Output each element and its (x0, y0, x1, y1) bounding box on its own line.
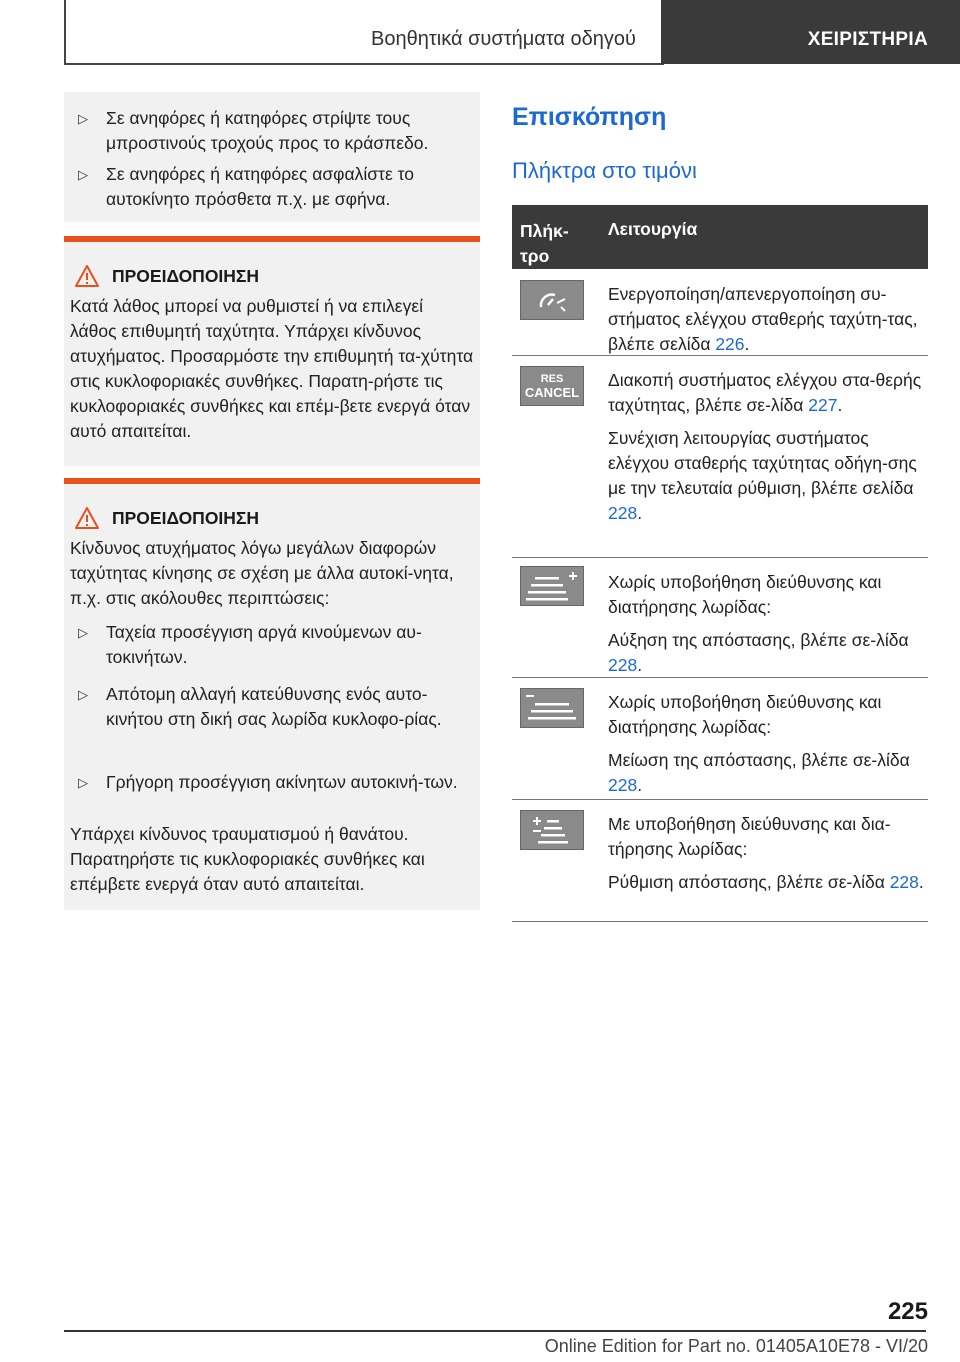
description-paragraph: Συνέχιση λειτουργίας συστήματος ελέγχου σταθερής ταχύτητας οδήγη-σης με την τελευταία ρύθμιση, βλέπε σελίδα 228. (608, 428, 917, 523)
warning-intro: Κίνδυνος ατυχήματος λόγω μεγάλων διαφορών ταχύτητας κίνησης σε σχέση με άλλα αυτοκί-νητα, π.χ. στις ακόλουθες περιπτώσεις: (70, 538, 454, 608)
description-paragraph: Διακοπή συστήματος ελέγχου στα-θερής ταχύτητας, βλέπε σε-λίδα 227. (608, 370, 922, 415)
distance-decrease-icon (520, 688, 584, 728)
table-header (512, 205, 928, 269)
row-description (608, 690, 928, 806)
row-description (608, 812, 928, 903)
page-link[interactable]: 227 (808, 395, 838, 415)
lane-assist-distance-icon (520, 810, 584, 850)
bullet-triangle-icon: ▷ (78, 111, 88, 126)
page-link[interactable]: 228 (608, 503, 638, 523)
table-row (512, 800, 928, 922)
description-paragraph: Με υποβοήθηση διεύθυνσης και δια-τήρησης λωρίδας: (608, 814, 891, 859)
header-divider-bottom (64, 63, 664, 65)
distance-increase-icon (520, 566, 584, 606)
bullet-triangle-icon: ▷ (78, 167, 88, 182)
chapter-title: ΧΕΙΡΙΣΤΗΡΙΑ (807, 29, 928, 50)
page-title: Επισκόπηση (512, 103, 667, 131)
column-header-function: Λειτουργία (608, 219, 698, 239)
description-paragraph: Χωρίς υποβοήθηση διεύθυνσης και διατήρησης λωρίδας: (608, 692, 882, 737)
warning-outro: Υπάρχει κίνδυνος τραυματισμού ή θανάτου. Παρατηρήστε τις κυκλοφοριακές συνθήκες και επέμβετε ενεργά όταν αυτό απαιτείται. (70, 824, 425, 894)
edition-text: Online Edition for Part no. 01405A10E78 - VI/20 (544, 1336, 928, 1356)
description-paragraph: Ρύθμιση απόστασης, βλέπε σε-λίδα 228. (608, 872, 924, 892)
bullet-triangle-icon: ▷ (78, 687, 88, 702)
table-row (512, 270, 928, 356)
footer-divider (64, 1330, 926, 1332)
svg-text:CANCEL: CANCEL (524, 385, 580, 400)
section-title: Βοηθητικά συστήματα οδηγού (371, 28, 636, 50)
row-divider (512, 921, 928, 922)
bullet-triangle-icon: ▷ (78, 625, 88, 640)
tips-box: ▷ Σε ανηφόρες ή κατηφόρες στρίψτε τους μπροστινούς τροχούς προς το κράσπεδο. ▷ Σε ανηφόρες ή κατηφόρες ασφαλίστε το αυτοκίνητο πρόσθετα π.χ. με σφήνα. (64, 92, 480, 222)
bullet-triangle-icon: ▷ (78, 775, 88, 790)
description-paragraph: Μείωση της απόστασης, βλέπε σε-λίδα 228. (608, 750, 910, 795)
page-link[interactable]: 226 (715, 334, 745, 354)
warning-triangle-icon (74, 264, 100, 288)
warning-triangle-icon (74, 506, 100, 530)
warning-box: ΠΡΟΕΙΔΟΠΟΙΗΣΗ Κατά λάθος μπορεί να ρυθμιστεί ή να επιλεγεί λάθος επιθυμητή ταχύτητα. Υπάρχει κίνδυνος ατυχήματος. Προσαρμόστε την επιθυμητή τα-χύτητα στις κυκλοφοριακές συνθήκες. Παρατη-ρήστε τις κυκλοφοριακές συνθήκες και επέμ-βετε ενεργά όταν αυτό απαιτείται. (64, 236, 480, 466)
svg-text:RES: RES (540, 373, 564, 385)
row-description (608, 368, 928, 534)
cruise-control-icon (520, 280, 584, 320)
res-cancel-icon (520, 366, 584, 406)
warning-text: Κατά λάθος μπορεί να ρυθμιστεί ή να επιλεγεί λάθος επιθυμητή ταχύτητα. Υπάρχει κίνδυνος ατυχήματος. Προσαρμόστε την επιθυμητή τα-χύτητα στις κυκλοφοριακές συνθήκες. Παρατη-ρήστε τις κυκλοφοριακές συνθήκες και επέμ-βετε ενεργά όταν αυτό απαιτείται. (70, 296, 474, 441)
warning-bar (64, 478, 480, 484)
page-link[interactable]: 228 (889, 872, 919, 892)
description-paragraph: Αύξηση της απόστασης, βλέπε σε-λίδα 228. (608, 630, 909, 675)
table-row (512, 356, 928, 558)
warning-box: ΠΡΟΕΙΔΟΠΟΙΗΣΗ Κίνδυνος ατυχήματος λόγω μεγάλων διαφορών ταχύτητας κίνησης σε σχέση με άλλα αυτοκί-νητα, π.χ. στις ακόλουθες περιπτώσεις: ▷ Ταχεία προσέγγιση αργά κινούμενων αυ-τοκινήτων. ▷ Απότομη αλλαγή κατεύθυνσης ενός αυτο-κινήτου στη δική σας λωρίδα κυκλοφο-ρίας. ▷ Γρήγορη προσέγγιση ακίνητων αυτοκινή-των. Υπάρχει κίνδυνος τραυματισμού ή θανάτου. Παρατηρήστε τις κυκλοφοριακές συνθήκες και επέμβετε ενεργά όταν αυτό απαιτείται. (64, 478, 480, 910)
warning-bar (64, 236, 480, 242)
description-paragraph: Χωρίς υποβοήθηση διεύθυνσης και διατήρησης λωρίδας: (608, 572, 882, 617)
page-link[interactable]: 228 (608, 655, 638, 675)
column-header-key: Πλήκ-τρο (520, 221, 569, 266)
section-subtitle: Πλήκτρα στο τιμόνι (512, 158, 697, 183)
table-row (512, 678, 928, 800)
description-paragraph: Ενεργοποίηση/απενεργοποίηση συ-στήματος ελέγχου σταθερής ταχύτη-τας, βλέπε σελίδα 226. (608, 284, 918, 354)
page-number: 225 (887, 1298, 928, 1325)
page-link[interactable]: 228 (608, 775, 638, 795)
row-description (608, 282, 928, 365)
chapter-tab (661, 0, 960, 64)
row-description (608, 570, 928, 686)
table-row (512, 558, 928, 678)
